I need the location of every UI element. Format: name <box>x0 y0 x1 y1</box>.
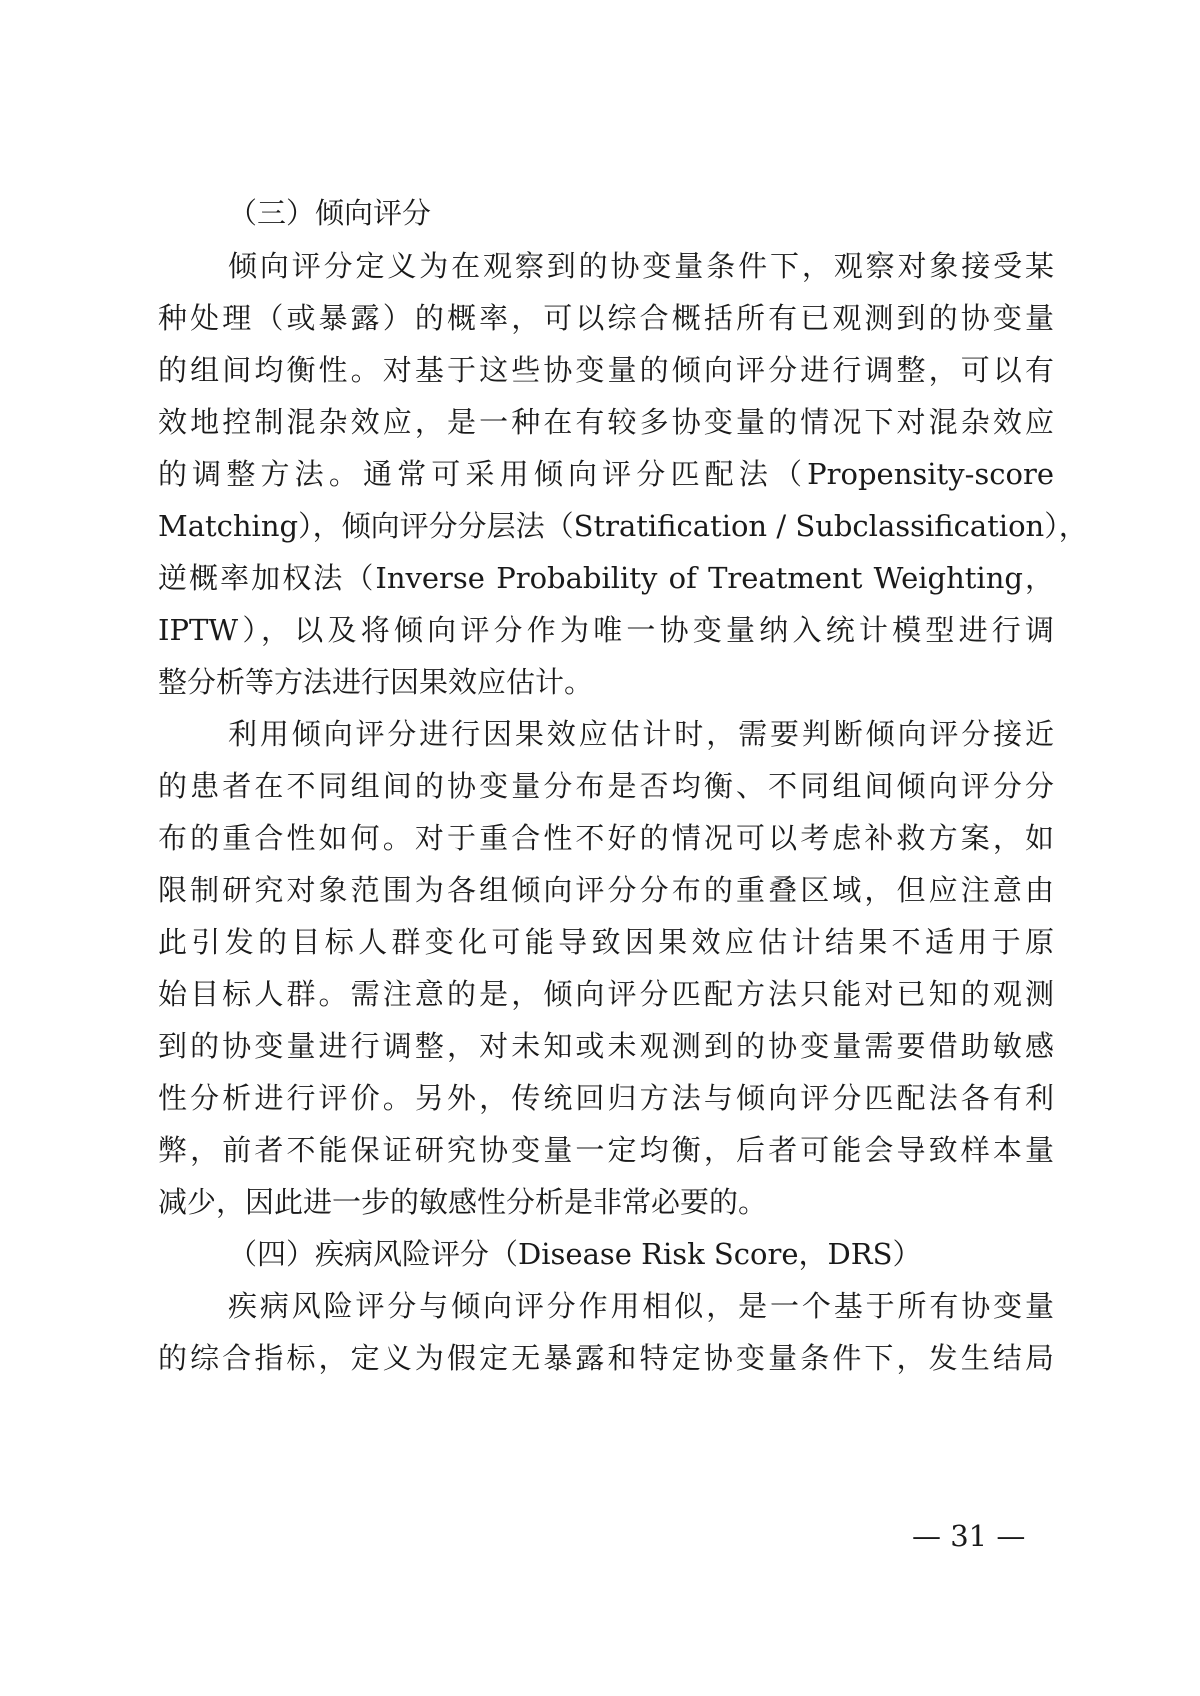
paragraph-line: 的组间均衡性。对基于这些协变量的倾向评分进行调整，可以有 <box>158 353 1054 387</box>
paragraph-line: 的患者在不同组间的协变量分布是否均衡、不同组间倾向评分分 <box>158 769 1054 803</box>
paragraph-line: 利用倾向评分进行因果效应估计时，需要判断倾向评分接近 <box>228 717 1054 751</box>
paragraph-line: Matching），倾向评分分层法（Stratification / Subclassification）， <box>158 509 1088 543</box>
paragraph-line: 始目标人群。需注意的是，倾向评分匹配方法只能对已知的观测 <box>158 977 1054 1011</box>
paragraph-line: 限制研究对象范围为各组倾向评分分布的重叠区域，但应注意由 <box>158 873 1054 907</box>
paragraph-line: 到的协变量进行调整，对未知或未观测到的协变量需要借助敏感 <box>158 1029 1054 1063</box>
paragraph-line: 的综合指标，定义为假定无暴露和特定协变量条件下，发生结局 <box>158 1341 1054 1375</box>
paragraph-line: 效地控制混杂效应，是一种在有较多协变量的情况下对混杂效应 <box>158 405 1054 439</box>
paragraph-line: IPTW），以及将倾向评分作为唯一协变量纳入统计模型进行调 <box>158 613 1054 647</box>
paragraph-line: 性分析进行评价。另外，传统回归方法与倾向评分匹配法各有利 <box>158 1081 1054 1115</box>
paragraph-line: 减少，因此进一步的敏感性分析是非常必要的。 <box>158 1185 768 1219</box>
paragraph-line: 倾向评分定义为在观察到的协变量条件下，观察对象接受某 <box>228 249 1054 283</box>
section-4-heading: （四）疾病风险评分（Disease Risk Score，DRS） <box>228 1237 922 1271</box>
paragraph-line: 疾病风险评分与倾向评分作用相似，是一个基于所有协变量 <box>228 1289 1054 1323</box>
paragraph-line: 弊，前者不能保证研究协变量一定均衡，后者可能会导致样本量 <box>158 1133 1054 1167</box>
paragraph-line: 逆概率加权法（Inverse Probability of Treatment Weighting， <box>158 561 1054 595</box>
page-number: — 31 — <box>912 1519 1026 1553</box>
paragraph-line: 的调整方法。通常可采用倾向评分匹配法（Propensity-score <box>158 457 1054 491</box>
paragraph-line: 布的重合性如何。对于重合性不好的情况可以考虑补救方案，如 <box>158 821 1054 855</box>
section-3-heading: （三）倾向评分 <box>228 196 432 230</box>
paragraph-line: 种处理（或暴露）的概率，可以综合概括所有已观测到的协变量 <box>158 301 1054 335</box>
paragraph-line: 整分析等方法进行因果效应估计。 <box>158 665 594 699</box>
paragraph-line: 此引发的目标人群变化可能导致因果效应估计结果不适用于原 <box>158 925 1054 959</box>
